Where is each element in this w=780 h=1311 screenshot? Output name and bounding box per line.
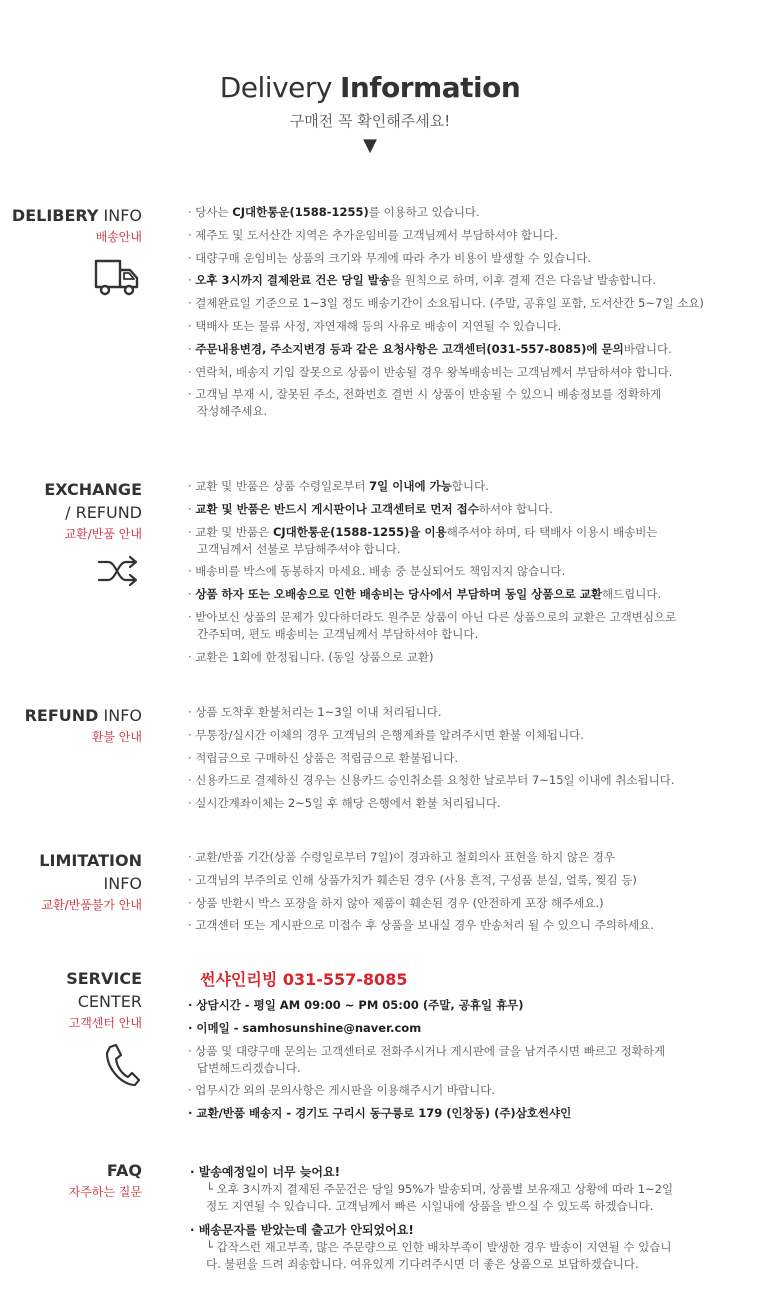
- limitation-subtitle: 교환/반품불가 안내: [41, 898, 142, 912]
- exchange-subtitle: 교환/반품 안내: [64, 527, 142, 541]
- list-item: · 교환은 1회에 한정됩니다. (동일 상품으로 교환): [188, 649, 434, 664]
- faq-title: FAQ: [106, 1161, 142, 1180]
- list-item: · 배송비를 박스에 동봉하지 마세요. 배송 중 분실되어도 책임지지 않습니다.: [188, 564, 566, 579]
- refund-title: REFUND INFO: [24, 706, 142, 725]
- phone-icon: [104, 1043, 140, 1087]
- title-bold: Information: [339, 71, 521, 104]
- limitation-title: LIMITATION: [39, 851, 142, 870]
- service-title-2: CENTER: [77, 992, 142, 1011]
- list-item: · 대량구매 운임비는 상품의 크기와 무게에 따라 추가 비용이 발생할 수 있습니다.: [188, 250, 592, 265]
- exchange-title: EXCHANGE: [44, 480, 142, 499]
- list-item: · 택배사 또는 물류 사정, 자연재해 등의 사유로 배송이 지연될 수 있습니다.: [188, 318, 562, 333]
- list-item: · 실시간계좌이체는 2~5일 후 해당 은행에서 환불 처리됩니다.: [188, 796, 501, 811]
- list-item: · 상품 및 대량구매 문의는 고객센터로 전화주시거나 게시판에 글을 남겨주시면 빠르고 정확하게 답변해드리겠습니다.: [188, 1043, 666, 1075]
- list-item: · 고객님의 부주의로 인해 상품가치가 훼손된 경우 (사용 흔적, 구성품 분실, 얼룩, 찢김 등): [188, 872, 637, 887]
- refund-subtitle: 환불 안내: [91, 730, 142, 744]
- list-item: · 연락처, 배송지 기입 잘못으로 상품이 반송될 경우 왕복배송비는 고객님께서 부담하셔야 합니다.: [188, 364, 673, 379]
- list-item: · 상품 반환시 박스 포장을 하지 않아 제품이 훼손된 경우 (안전하게 포장 해주세요.): [188, 895, 604, 910]
- faq-question: · 발송예정일이 너무 늦어요!: [190, 1165, 341, 1179]
- faq-answer: └ 갑작스런 재고부족, 많은 주문량으로 인한 배차부족이 발생한 경우 발송이 지연될 수 있습니 다. 불편을 드려 죄송합니다. 여유있게 기다려주시면 더 좋은 상품으로 보답하겠습니다.: [206, 1240, 672, 1271]
- list-item: · 주문내용변경, 주소지변경 등과 같은 요청사항은 고객센터(031-557-8085)에 문의바랍니다.: [188, 341, 672, 356]
- delivery-subtitle: 배송안내: [95, 230, 142, 244]
- list-item: · 상품 하자 또는 오배송으로 인한 배송비는 당사에서 부담하며 동일 상품으로 교환해드립니다.: [188, 587, 662, 602]
- list-item: · 업무시간 외의 문의사항은 게시판을 이용해주시기 바랍니다.: [188, 1083, 495, 1098]
- delivery-title: DELIBERY INFO: [11, 206, 142, 225]
- list-item: · 상품 도착후 환불처리는 1~3일 이내 처리됩니다.: [188, 705, 442, 719]
- list-item: · 받아보신 상품의 문제가 있다하더라도 원주문 상품이 아닌 다른 상품으로의 교환은 고객변심으로 간주되며, 편도 배송비는 고객님께서 부담하셔야 합니다.: [188, 609, 677, 641]
- list-item: · 고객센터 또는 게시판으로 미접수 후 상품을 보내실 경우 반송처리 될 수 있으니 주의하세요.: [188, 918, 654, 933]
- faq-label: [0, 1159, 142, 1200]
- faq-list: [190, 1163, 750, 1279]
- list-item: · 교환 및 반품은 CJ대한통운(1588-1255)을 이용해주셔야 하며, 타 택배사 이용시 배송비는 고객님께서 선불로 부담해주셔야 합니다.: [188, 524, 658, 556]
- exchange-label: [0, 478, 142, 588]
- limitation-title-2: INFO: [103, 874, 142, 893]
- list-item: · 상담시간 - 평일 AM 09:00 ~ PM 05:00 (주말, 공휴일 휴무): [188, 998, 524, 1012]
- list-item: · 이메일 - samhosunshine@naver.com: [188, 1020, 422, 1035]
- refund-label: [0, 704, 142, 745]
- service-title: SERVICE: [66, 969, 142, 988]
- delivery-label: [0, 204, 142, 297]
- list-item: · 무통장/실시간 이체의 경우 고객님의 은행계좌를 알려주시면 환불 이체됩니다.: [188, 727, 584, 742]
- delivery-list: [188, 204, 748, 426]
- list-item: · 결제완료일 기준으로 1~3일 정도 배송기간이 소요됩니다. (주말, 공휴일 포함, 도서산간 5~7일 소요): [188, 296, 704, 311]
- list-item: · 오후 3시까지 결제완료 건은 당일 발송을 원칙으로 하며, 이후 결제 건은 다음날 발송합니다.: [188, 273, 657, 288]
- service-subtitle: 고객센터 안내: [68, 1016, 142, 1030]
- list-item: · 신용카드로 결제하신 경우는 신용카드 승인취소를 요청한 날로부터 7~15일 이내에 취소됩니다.: [188, 773, 675, 788]
- list-item: · 적립금으로 구매하신 상품은 적립금으로 환불됩니다.: [188, 750, 458, 765]
- truck-icon: [94, 257, 140, 297]
- faq-answer: └ 오후 3시까지 결제된 주문건은 당일 95%가 발송되며, 상품별 보유재고 상황에 따라 1~2일 정도 지연될 수 있습니다. 고객님께서 빠른 시일내에 상품을 받으실 수 있도록 하겠습니다.: [206, 1182, 674, 1213]
- list-item: · 당사는 CJ대한통운(1588-1255)를 이용하고 있습니다.: [188, 205, 480, 219]
- limitation-list: [188, 849, 748, 940]
- shuffle-icon: [96, 554, 140, 588]
- page-title: [0, 70, 740, 106]
- exchange-list: [188, 478, 748, 672]
- list-item: · 교환/반품 배송지 - 경기도 구리시 동구릉로 179 (인창동) (주)삼호썬샤인: [188, 1106, 572, 1121]
- list-item: · 교환/반품 기간(상품 수령일로부터 7일)이 경과하고 철회의사 표현을 하지 않은 경우: [188, 850, 615, 864]
- limitation-label: [0, 849, 142, 913]
- down-arrow-icon: ▼: [363, 135, 377, 156]
- refund-list: [188, 704, 748, 818]
- list-item: · 교환 및 반품은 반드시 게시판이나 고객센터로 먼저 접수하셔야 합니다.: [188, 501, 553, 516]
- list-item: · 고객님 부재 시, 잘못된 주소, 전화번호 결번 시 상품이 반송될 수 있으니 배송정보를 정확하게 작성해주세요.: [188, 387, 662, 419]
- faq-question: · 배송문자를 받았는데 출고가 안되었어요!: [190, 1223, 414, 1237]
- list-item: · 교환 및 반품은 상품 수령일로부터 7일 이내에 가능합니다.: [188, 479, 489, 493]
- list-item: · 제주도 및 도서산간 지역은 추가운임비를 고객님께서 부담하셔야 합니다.: [188, 227, 558, 242]
- title-light: Delivery: [219, 71, 332, 104]
- service-name-phone: 썬샤인리빙 031-557-8085: [200, 970, 408, 989]
- exchange-title-2: / REFUND: [65, 503, 142, 522]
- service-label: [0, 967, 142, 1087]
- page-subtitle: 구매전 꼭 확인해주세요!: [289, 112, 451, 130]
- page-header: [0, 70, 740, 155]
- faq-subtitle: 자주하는 질문: [68, 1185, 142, 1199]
- service-list: [188, 997, 748, 1128]
